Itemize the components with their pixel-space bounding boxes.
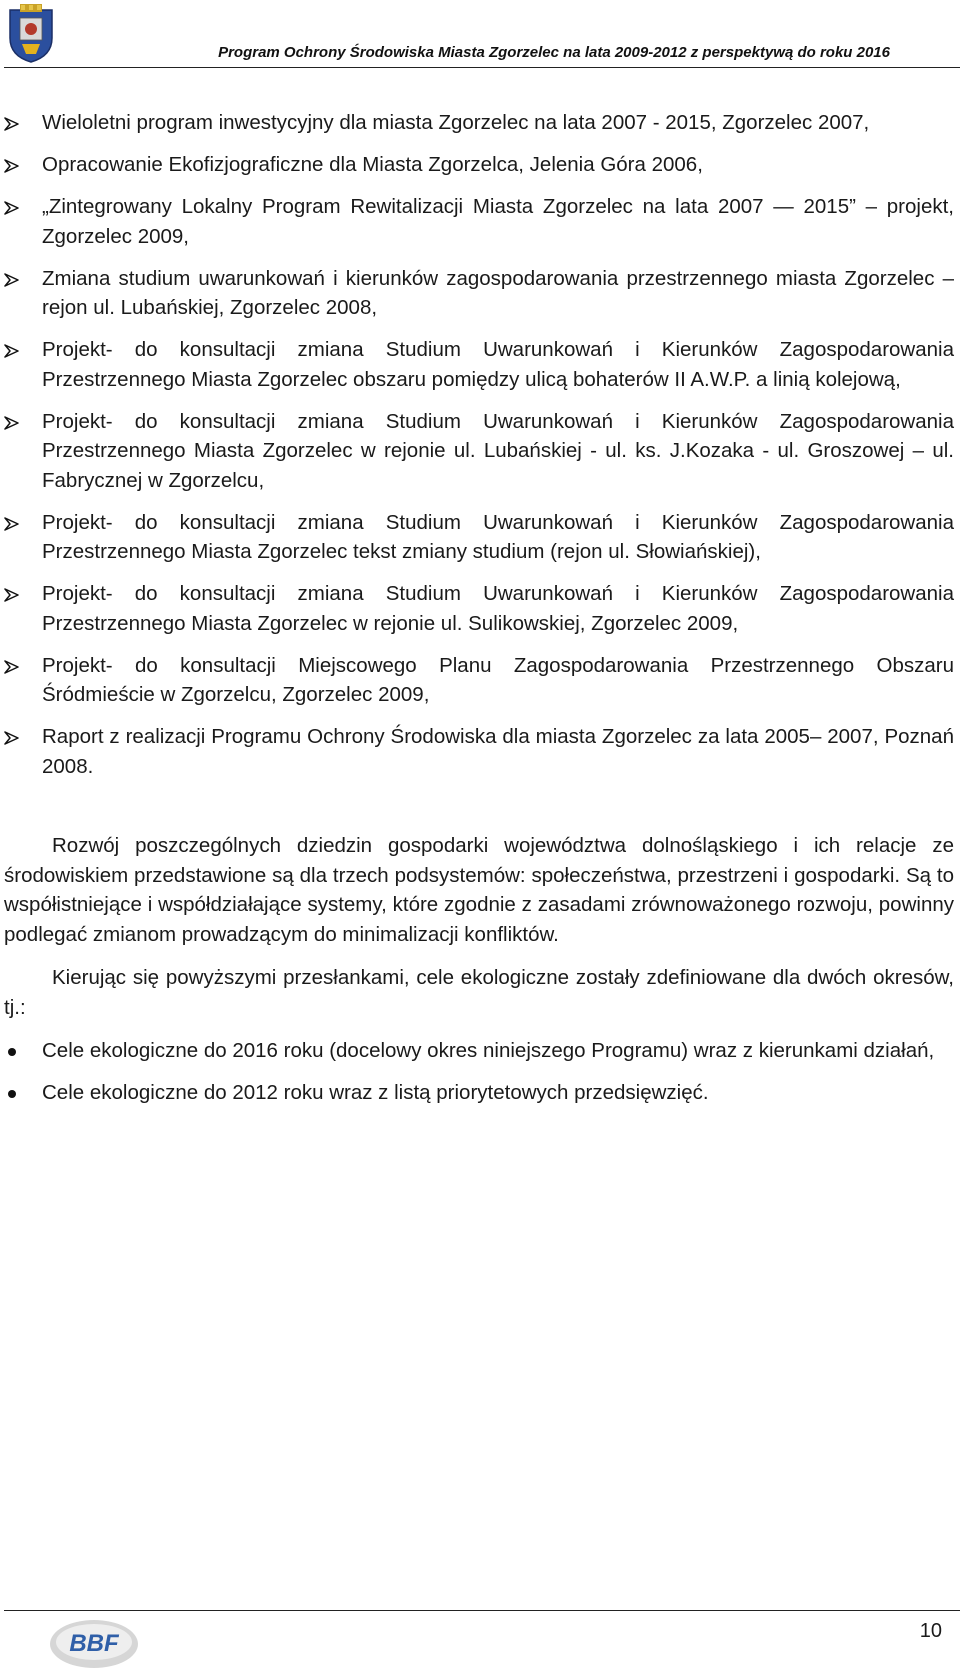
list-item — [4, 579, 954, 638]
list-item-text: Projekt- do konsultacji zmiana Studium Uwarunkowań i Kierunków Zagospodarowania Przestrzennego Miasta Zgorzelec obszaru pomiędzy ulicą bohaterów II A.W.P. a linią kolejową, — [42, 338, 954, 391]
bbf-logo — [48, 1618, 140, 1670]
list-item — [4, 108, 954, 138]
list-item-text: Projekt- do konsultacji Miejscowego Planu Zagospodarowania Przestrzennego Obszaru Śródmieście w Zgorzelcu, Zgorzelec 2009, — [42, 653, 954, 706]
dot-bullet-icon — [8, 1048, 16, 1056]
list-item — [4, 508, 954, 567]
list-item-text: Opracowanie Ekofizjograficzne dla Miasta Zgorzelca, Jelenia Góra 2006, — [42, 153, 703, 176]
list-item — [4, 335, 954, 394]
header-divider — [4, 67, 960, 68]
bbf-logo-text: BBF — [69, 1630, 119, 1657]
list-item — [4, 1078, 954, 1108]
arrow-bullet-icon — [4, 200, 20, 216]
list-item — [4, 1036, 954, 1066]
list-item — [4, 192, 954, 251]
footer-divider — [4, 1610, 960, 1611]
list-item — [4, 150, 954, 180]
document-title: Program Ochrony Środowiska Miasta Zgorzelec na lata 2009-2012 z perspektywą do roku 2016 — [218, 44, 890, 61]
list-item-text: Cele ekologiczne do 2016 roku (docelowy okres niniejszego Programu) wraz z kierunkami działań, — [42, 1039, 935, 1062]
list-item-text: Raport z realizacji Programu Ochrony Środowiska dla miasta Zgorzelec za lata 2005– 2007, Poznań 2008. — [42, 725, 954, 778]
list-item-text: Wieloletni program inwestycyjny dla miasta Zgorzelec na lata 2007 - 2015, Zgorzelec 2007, — [42, 111, 870, 134]
list-item-text: Projekt- do konsultacji zmiana Studium Uwarunkowań i Kierunków Zagospodarowania Przestrzennego Miasta Zgorzelec tekst zmiany studium (rejon ul. Słowiańskiej), — [42, 510, 954, 563]
list-item-text: Zmiana studium uwarunkowań i kierunków zagospodarowania przestrzennego miasta Zgorzelec – rejon ul. Lubańskiej, Zgorzelec 2008, — [42, 266, 954, 319]
arrow-bullet-icon — [4, 272, 20, 288]
page-number: 10 — [919, 1620, 942, 1642]
arrow-bullet-icon — [4, 659, 20, 675]
list-item-text: „Zintegrowany Lokalny Program Rewitalizacji Miasta Zgorzelec na lata 2007 — 2015” – projekt, Zgorzelec 2009, — [42, 195, 954, 248]
list-item-text: Projekt- do konsultacji zmiana Studium Uwarunkowań i Kierunków Zagospodarowania Przestrzennego Miasta Zgorzelec w rejonie ul. Lubańskiej - ul. ks. J.Kozaka - ul. Groszowej – ul. Fabrycznej w Zgorzelcu, — [42, 409, 954, 492]
list-item — [4, 722, 954, 781]
dot-bullet-icon — [8, 1090, 16, 1098]
list-item-text: Projekt- do konsultacji zmiana Studium Uwarunkowań i Kierunków Zagospodarowania Przestrzennego Miasta Zgorzelec w rejonie ul. Sulikowskiej, Zgorzelec 2009, — [42, 582, 954, 635]
arrow-bullet-icon — [4, 730, 20, 746]
arrow-bullet-icon — [4, 158, 20, 174]
arrow-bullet-icon — [4, 516, 20, 532]
body-paragraph: Rozwój poszczególnych dziedzin gospodarki województwa dolnośląskiego i ich relacje ze środowiskiem przedstawione są dla trzech podsystemów: społeczeństwa, przestrzeni i gospodarki. Są to współistniejące i współdziałające systemy, które zgodnie z zasadami zrównoważonego rozwoju, powinny podlegać zmianom prowadzącym do minimalizacji konfliktów. — [4, 834, 954, 946]
body-paragraph: Kierując się powyższymi przesłankami, cele ekologiczne zostały zdefiniowane dla dwóch okresów, tj.: — [4, 966, 954, 1019]
list-item-text: Cele ekologiczne do 2012 roku wraz z listą priorytetowych przedsięwzięć. — [42, 1081, 709, 1104]
page-content — [4, 108, 954, 1120]
arrow-bullet-icon — [4, 587, 20, 603]
city-crest-icon — [6, 4, 56, 64]
arrow-bullet-icon — [4, 116, 20, 132]
list-item — [4, 651, 954, 710]
goals-list — [4, 1036, 954, 1108]
arrow-bullet-icon — [4, 343, 20, 359]
list-item — [4, 407, 954, 496]
list-item — [4, 264, 954, 323]
source-list — [4, 108, 954, 781]
arrow-bullet-icon — [4, 415, 20, 431]
page-header — [0, 0, 960, 70]
